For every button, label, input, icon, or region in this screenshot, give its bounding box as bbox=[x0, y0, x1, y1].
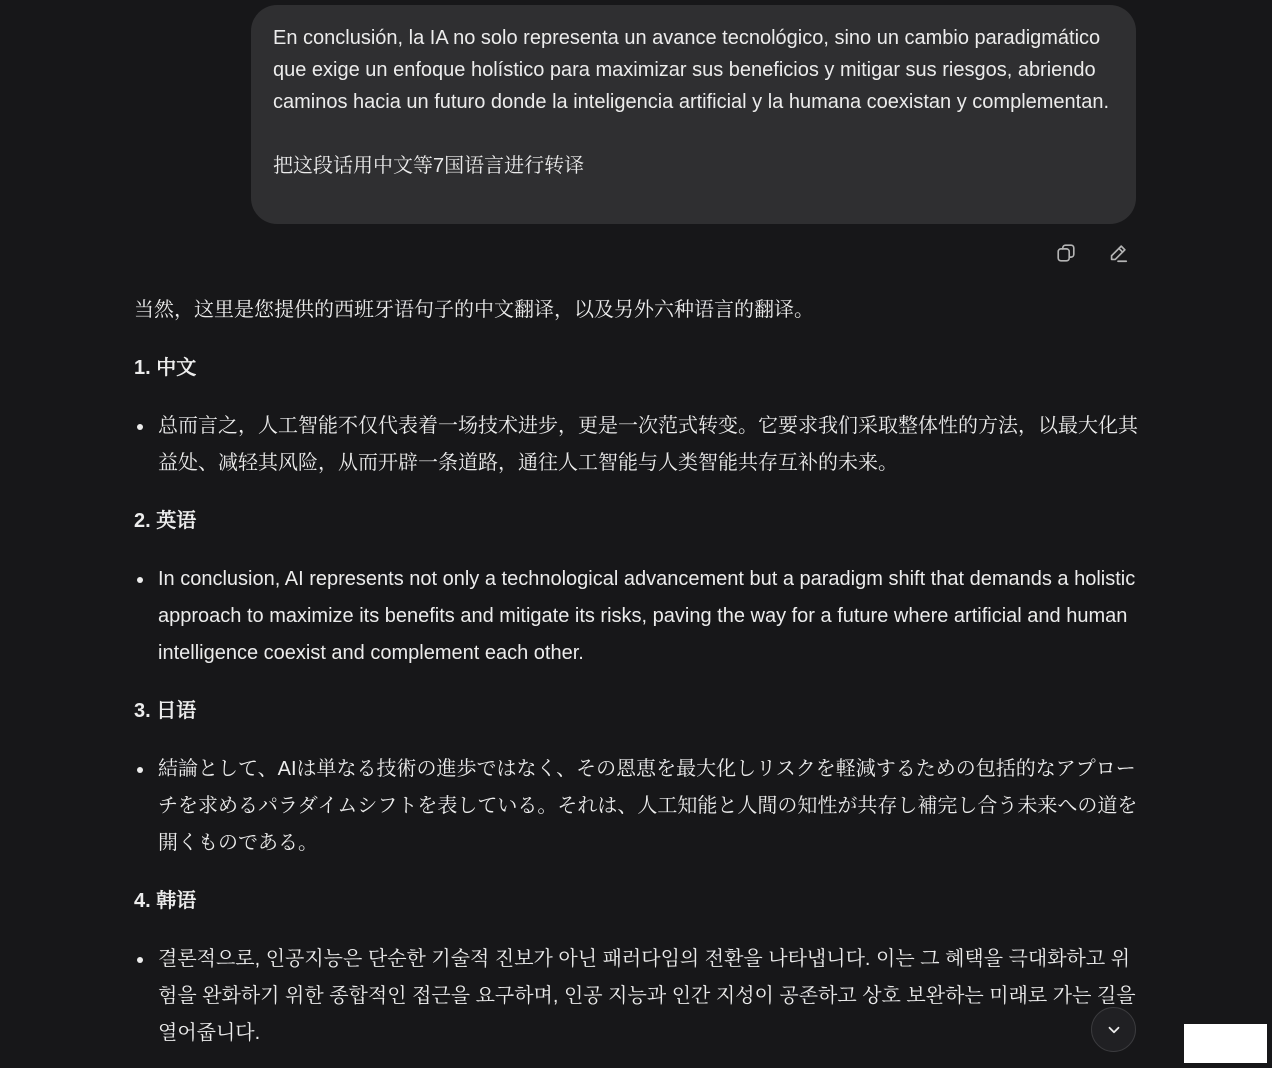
scroll-to-bottom-button[interactable] bbox=[1091, 1007, 1136, 1052]
translation-text: 結論として、AIは単なる技術の進歩ではなく、その恩恵を最大化しリスクを軽減するための包括的なアプローチを求めるパラダイムシフトを表している。それは、人工知能と人間の知性が共存し補完し合う未来への道を開くものである。 bbox=[158, 758, 1138, 854]
translation-list bbox=[134, 941, 1139, 1052]
pencil-icon bbox=[1107, 242, 1129, 264]
translation-text: In conclusion, AI represents not only a technological advancement but a paradigm shift that demands a holistic approach to maximize its benefits and mitigate its risks, paving the way for a future where artificial and human intelligence coexist and complement each other. bbox=[158, 568, 1136, 664]
user-message-command: 把这段话用中文等7国语言进行转译 bbox=[273, 155, 585, 177]
section-heading-chinese: 1. 中文 bbox=[134, 357, 197, 379]
chevron-down-icon bbox=[1105, 1021, 1123, 1039]
bullet-dot bbox=[137, 957, 143, 963]
translation-chinese bbox=[134, 408, 1139, 482]
translation-japanese bbox=[134, 751, 1139, 862]
bullet-dot bbox=[137, 577, 143, 583]
copy-icon bbox=[1055, 242, 1077, 264]
edit-message-button[interactable] bbox=[1101, 236, 1135, 270]
section-heading-korean: 4. 韩语 bbox=[134, 890, 197, 912]
translation-list bbox=[134, 751, 1139, 862]
user-message-bubble bbox=[251, 5, 1136, 224]
assistant-intro: 当然，这里是您提供的西班牙语句子的中文翻译，以及另外六种语言的翻译。 bbox=[134, 299, 814, 321]
translation-korean bbox=[134, 941, 1139, 1052]
section-heading-english: 2. 英语 bbox=[134, 510, 197, 532]
translation-text: 总而言之，人工智能不仅代表着一场技术进步，更是一次范式转变。它要求我们采取整体性的方法，以最大化其益处、减轻其风险，从而开辟一条道路，通往人工智能与人类智能共存互补的未来。 bbox=[158, 415, 1138, 474]
assistant-message bbox=[134, 292, 1139, 1052]
bullet-dot bbox=[137, 767, 143, 773]
user-message-text: En conclusión, la IA no solo representa un avance tecnológico, sino un cambio paradigmático que exige un enfoque holístico para maximizar sus beneficios y mitigar sus riesgos, abriendo caminos hacia un futuro donde la inteligencia artificial y la humana coexistan y complementan. bbox=[273, 27, 1110, 113]
message-actions bbox=[1049, 236, 1135, 270]
translation-list bbox=[134, 408, 1139, 482]
translation-english bbox=[134, 561, 1139, 672]
translation-text: 결론적으로, 인공지능은 단순한 기술적 진보가 아닌 패러다임의 전환을 나타냅니다. 이는 그 혜택을 극대화하고 위험을 완화하기 위한 종합적인 접근을 요구하며, 인공 지능과 인간 지성이 공존하고 상호 보완하는 미래로 가는 길을 열어줍니다. bbox=[158, 948, 1136, 1044]
bullet-dot bbox=[137, 424, 143, 430]
section-heading-japanese: 3. 日语 bbox=[134, 700, 197, 722]
copy-button[interactable] bbox=[1049, 236, 1083, 270]
translation-list bbox=[134, 561, 1139, 672]
white-overlay-block bbox=[1184, 1024, 1267, 1063]
